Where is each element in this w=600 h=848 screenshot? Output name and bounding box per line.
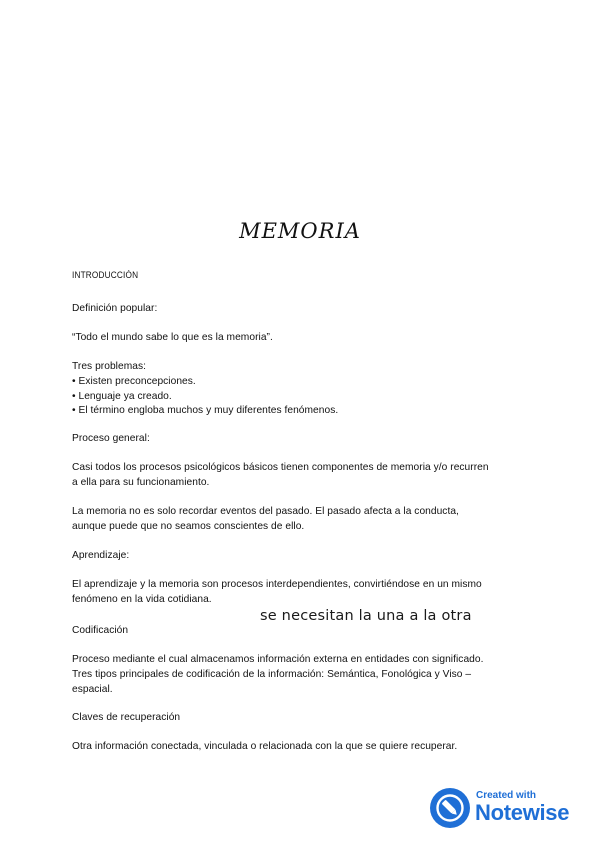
problemas-label: Tres problemas: [72, 361, 146, 372]
definicion-quote: “Todo el mundo sabe lo que es la memoria”. [72, 332, 273, 343]
problemas-block [72, 360, 532, 419]
paragraph-line: Tres tipos principales de codificación de la información: Semántica, Fonológica y Viso – [72, 668, 472, 680]
paragraph-line: fenómeno en la vida cotidiana. [72, 593, 212, 605]
badge-brand: Notewise [475, 800, 570, 825]
list-item: • El término engloba muchos y muy diferentes fenómenos. [72, 405, 339, 417]
list-item: • Lenguaje ya creado. [72, 390, 172, 402]
paragraph-line: Casi todos los procesos psicológicos básicos tienen componentes de memoria y/o recurren [72, 462, 489, 473]
paragraph-line: Proceso mediante el cual almacenamos información externa en entidades con significado. [72, 654, 484, 665]
section-heading-introduccion: INTRODUCCIÓN [72, 270, 139, 281]
claves-label: Claves de recuperación [72, 712, 181, 723]
claves-paragraph: Otra información conectada, vinculada o relacionada con la que se quiere recuperar. [72, 741, 458, 752]
paragraph-line: espacial. [72, 683, 113, 695]
paragraph-line: La memoria no es solo recordar eventos del pasado. El pasado afecta a la conducta, [72, 506, 459, 517]
pencil-icon [430, 788, 470, 828]
paragraph-line: a ella para su funcionamiento. [72, 476, 210, 488]
codificacion-paragraph [72, 653, 532, 697]
proceso-paragraph-2 [72, 505, 532, 535]
paragraph-line: aunque puede que no seamos conscientes de ello. [72, 520, 305, 532]
codificacion-label: Codificación [72, 625, 129, 636]
notewise-logo [430, 788, 470, 828]
aprendizaje-paragraph [72, 578, 532, 608]
handwritten-note: se necesitan la una a la otra [260, 608, 472, 624]
proceso-paragraph-1 [72, 461, 532, 491]
aprendizaje-label: Aprendizaje: [72, 550, 130, 561]
paragraph-line: El aprendizaje y la memoria son procesos interdependientes, convirtiéndose en un mismo [72, 579, 482, 590]
page-title: MEMORIA [239, 219, 361, 243]
notewise-badge [430, 788, 590, 832]
definicion-label: Definición popular: [72, 303, 158, 314]
badge-created-with: Created with [476, 790, 537, 801]
list-item: • Existen preconcepciones. [72, 375, 196, 387]
proceso-label: Proceso general: [72, 433, 150, 444]
